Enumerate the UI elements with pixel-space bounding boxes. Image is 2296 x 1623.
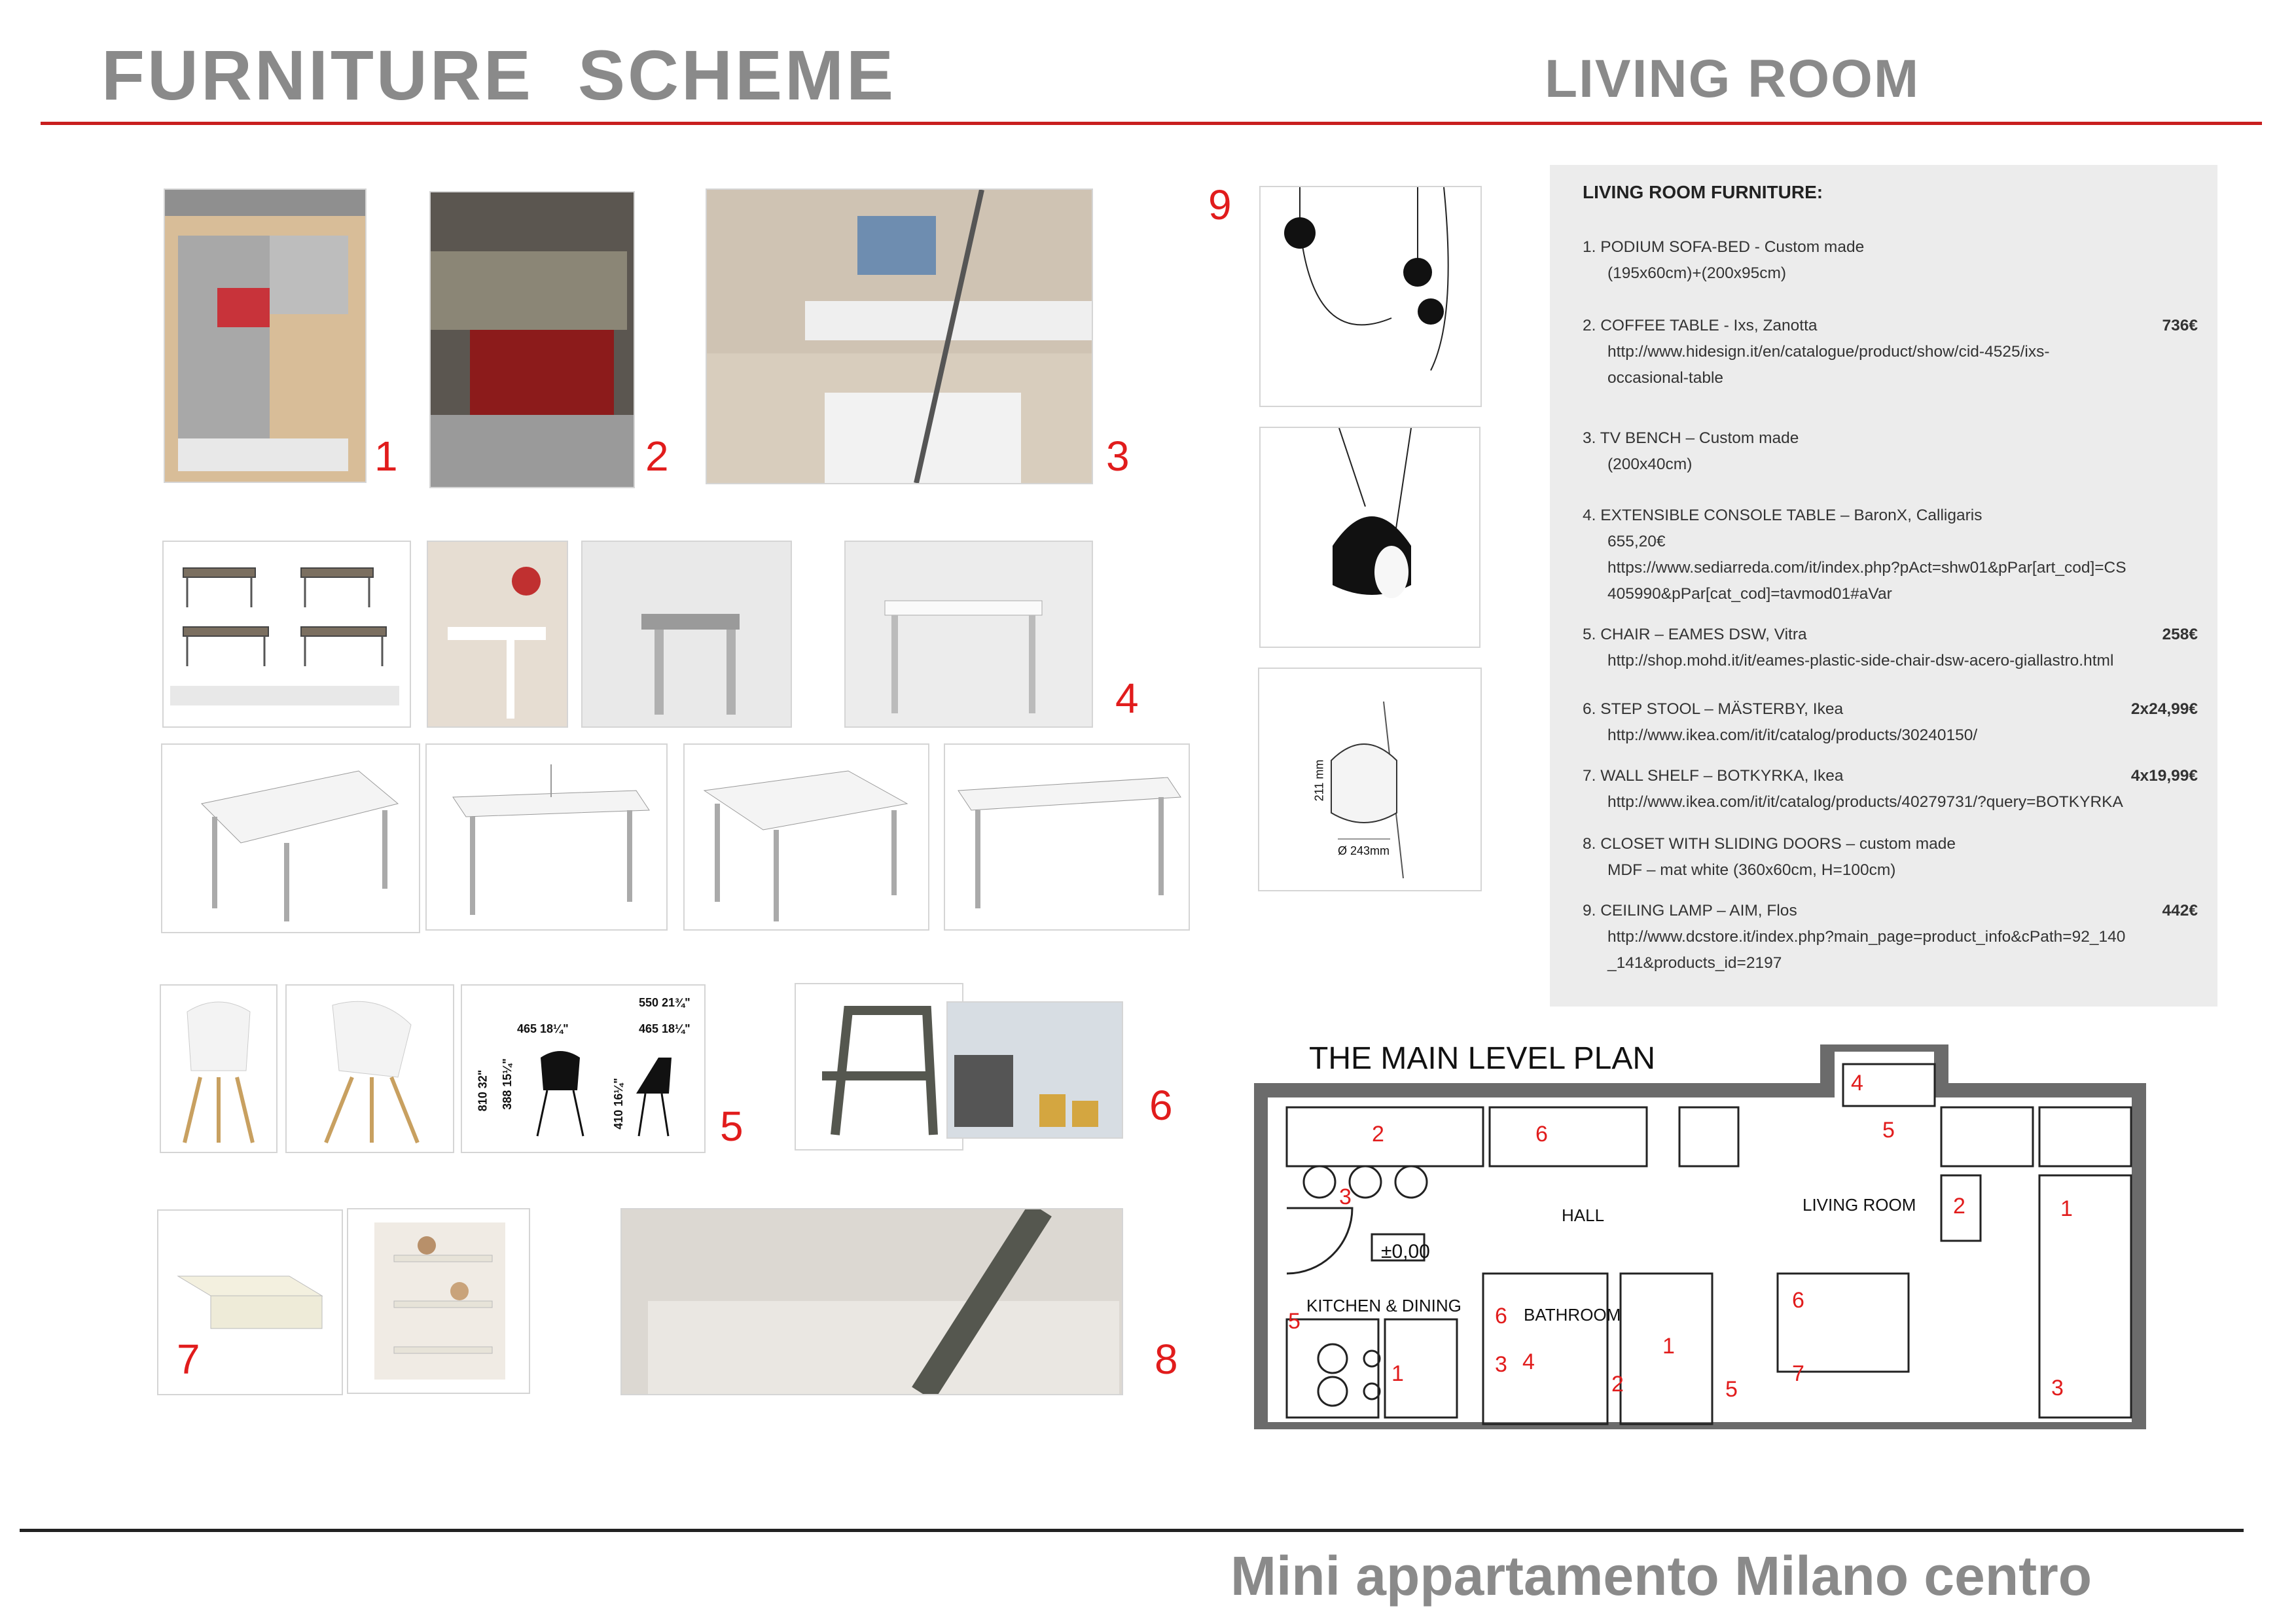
furniture-item xyxy=(1583,313,2198,391)
lamp-cluster-image xyxy=(1259,186,1482,407)
furniture-item xyxy=(1583,696,2198,749)
sofa-plan-image xyxy=(164,188,367,483)
furniture-item-detail: (200x40cm) xyxy=(1607,455,1693,473)
furniture-item xyxy=(1583,503,2198,607)
label-8: 8 xyxy=(1155,1336,1178,1383)
tv-bench-image xyxy=(706,188,1093,484)
header-divider xyxy=(41,122,2262,125)
furniture-item-title: 5. CHAIR – EAMES DSW, Vitra xyxy=(1583,626,1807,643)
plan-mark-1c: 1 xyxy=(1662,1334,1675,1359)
furniture-item-price: 4x19,99€ xyxy=(2130,767,2198,785)
label-9: 9 xyxy=(1208,181,1232,228)
room-living: LIVING ROOM xyxy=(1803,1195,1916,1215)
chair-dimensions xyxy=(461,984,706,1153)
plan-mark-2b: 2 xyxy=(1953,1194,1965,1219)
furniture-item xyxy=(1583,763,2198,815)
furniture-item xyxy=(1583,425,2198,478)
plan-mark-3c: 3 xyxy=(2051,1376,2064,1400)
label-1: 1 xyxy=(374,433,398,480)
lamp-single-image xyxy=(1259,427,1480,648)
furniture-item-price: 736€ xyxy=(2162,317,2198,334)
label-6: 6 xyxy=(1149,1082,1173,1129)
plan-mark-7: 7 xyxy=(1792,1361,1804,1386)
plan-mark-5b: 5 xyxy=(1288,1309,1300,1334)
furniture-item-detail: occasional-table xyxy=(1607,369,1724,387)
plan-mark-4b: 4 xyxy=(1522,1349,1535,1374)
plan-mark-6b: 6 xyxy=(1495,1304,1507,1329)
plan-mark-1a: 1 xyxy=(2060,1196,2073,1221)
chair-photo-2 xyxy=(285,984,454,1153)
table-angle-4 xyxy=(944,743,1190,931)
furniture-item-detail: http://www.dcstore.it/index.php?main_page=product_info&cPath=92_140 xyxy=(1607,928,2126,946)
furniture-item-title: 4. EXTENSIBLE CONSOLE TABLE – BaronX, Calligaris xyxy=(1583,507,1982,524)
console-photo-2 xyxy=(581,541,792,728)
furniture-item-price: 442€ xyxy=(2162,902,2198,919)
dim-f: 410 16¼" xyxy=(611,1078,625,1130)
furniture-item-detail: 405990&pPar[cat_cod]=tavmod01#aVar xyxy=(1607,585,1892,603)
furniture-item-detail: http://www.ikea.com/it/it/catalog/products/40279731/?query=BOTKYRKA xyxy=(1607,793,2123,811)
coffee-table-image xyxy=(429,191,635,488)
furniture-item-detail: http://www.hidesign.it/en/catalogue/product/show/cid-4525/ixs- xyxy=(1607,343,2050,361)
label-7: 7 xyxy=(177,1336,200,1383)
plan-mark-6a: 6 xyxy=(1535,1122,1548,1147)
plan-mark-4: 4 xyxy=(1851,1071,1863,1096)
table-angle-1 xyxy=(161,743,420,933)
dim-b: 465 18¼" xyxy=(517,1022,569,1035)
label-2: 2 xyxy=(645,433,669,480)
room-kitchen: KITCHEN & DINING xyxy=(1306,1296,1462,1315)
furniture-item xyxy=(1583,898,2198,976)
page-title: FURNITURE SCHEME xyxy=(101,35,897,115)
table-angle-3 xyxy=(683,743,929,931)
furniture-item xyxy=(1583,622,2198,674)
panel-heading: LIVING ROOM FURNITURE: xyxy=(1583,182,1823,202)
furniture-item-title: 7. WALL SHELF – BOTKYRKA, Ikea xyxy=(1583,767,1844,785)
lamp-height: 211 mm xyxy=(1312,759,1326,802)
label-5: 5 xyxy=(720,1103,744,1150)
room-hall: HALL xyxy=(1562,1205,1605,1225)
page-subtitle: LIVING ROOM xyxy=(1545,49,1920,109)
step-stool-image xyxy=(795,983,963,1150)
furniture-item-detail: _141&products_id=2197 xyxy=(1607,954,1782,972)
furniture-item-detail: MDF – mat white (360x60cm, H=100cm) xyxy=(1607,861,1896,879)
furniture-item-detail: (195x60cm)+(200x95cm) xyxy=(1607,264,1787,282)
label-3: 3 xyxy=(1106,433,1130,480)
floor-plan xyxy=(1254,1044,2170,1429)
furniture-item-title: 1. PODIUM SOFA-BED - Custom made xyxy=(1583,238,1865,256)
label-4: 4 xyxy=(1115,675,1139,722)
furniture-item-detail: http://shop.mohd.it/it/eames-plastic-side-chair-dsw-acero-giallastro.html xyxy=(1607,652,2114,669)
plan-mark-5a: 5 xyxy=(1882,1118,1895,1143)
furniture-item-title: 8. CLOSET WITH SLIDING DOORS – custom made xyxy=(1583,835,1956,853)
chair-photo-1 xyxy=(160,984,278,1153)
console-photo-3 xyxy=(844,541,1093,728)
plan-mark-2c: 2 xyxy=(1611,1372,1624,1397)
dim-a: 550 21¾" xyxy=(639,996,691,1009)
closet-image xyxy=(620,1208,1123,1395)
plan-mark-6c: 6 xyxy=(1792,1288,1804,1313)
plan-mark-3a: 3 xyxy=(1339,1185,1352,1209)
console-diagram-image xyxy=(162,541,411,728)
furniture-item-title: 6. STEP STOOL – MÄSTERBY, Ikea xyxy=(1583,700,1844,718)
furniture-item-detail: https://www.sediarreda.com/it/index.php?pAct=shw01&pPar[art_cod]=CS xyxy=(1607,559,2126,577)
furniture-item-price: 258€ xyxy=(2162,626,2198,643)
lamp-dimensions xyxy=(1258,668,1482,891)
furniture-item-title: 3. TV BENCH – Custom made xyxy=(1583,429,1799,447)
footer-title: Mini appartamento Milano centro xyxy=(1230,1545,2092,1607)
furniture-item-detail: 655,20€ xyxy=(1607,533,1666,550)
wall-shelf-photo xyxy=(347,1208,530,1394)
console-photo-1 xyxy=(427,541,568,728)
plan-title: THE MAIN LEVEL PLAN xyxy=(1309,1041,1656,1076)
level-marker: ±0,00 xyxy=(1381,1241,1430,1262)
furniture-item-price: 2x24,99€ xyxy=(2130,700,2198,718)
plan-mark-3b: 3 xyxy=(1495,1352,1507,1377)
table-angle-2 xyxy=(425,743,668,931)
dim-e: 388 15¼" xyxy=(500,1058,514,1110)
furniture-item xyxy=(1583,234,2198,287)
furniture-item xyxy=(1583,831,2198,883)
lamp-diameter: Ø 243mm xyxy=(1338,844,1390,857)
furniture-item-title: 9. CEILING LAMP – AIM, Flos xyxy=(1583,902,1797,919)
plan-mark-2a: 2 xyxy=(1372,1122,1384,1147)
step-stool-room xyxy=(946,1001,1123,1139)
footer-divider xyxy=(20,1529,2244,1532)
dim-d: 810 32" xyxy=(476,1069,490,1112)
furniture-item-title: 2. COFFEE TABLE - Ixs, Zanotta xyxy=(1583,317,1818,334)
furniture-list-panel xyxy=(1550,165,2217,1007)
room-bathroom: BATHROOM xyxy=(1524,1305,1621,1325)
plan-mark-5c: 5 xyxy=(1725,1377,1738,1402)
plan-mark-1b: 1 xyxy=(1391,1361,1404,1386)
furniture-item-detail: http://www.ikea.com/it/it/catalog/products/30240150/ xyxy=(1607,726,1978,744)
dim-c: 465 18¼" xyxy=(639,1022,691,1035)
